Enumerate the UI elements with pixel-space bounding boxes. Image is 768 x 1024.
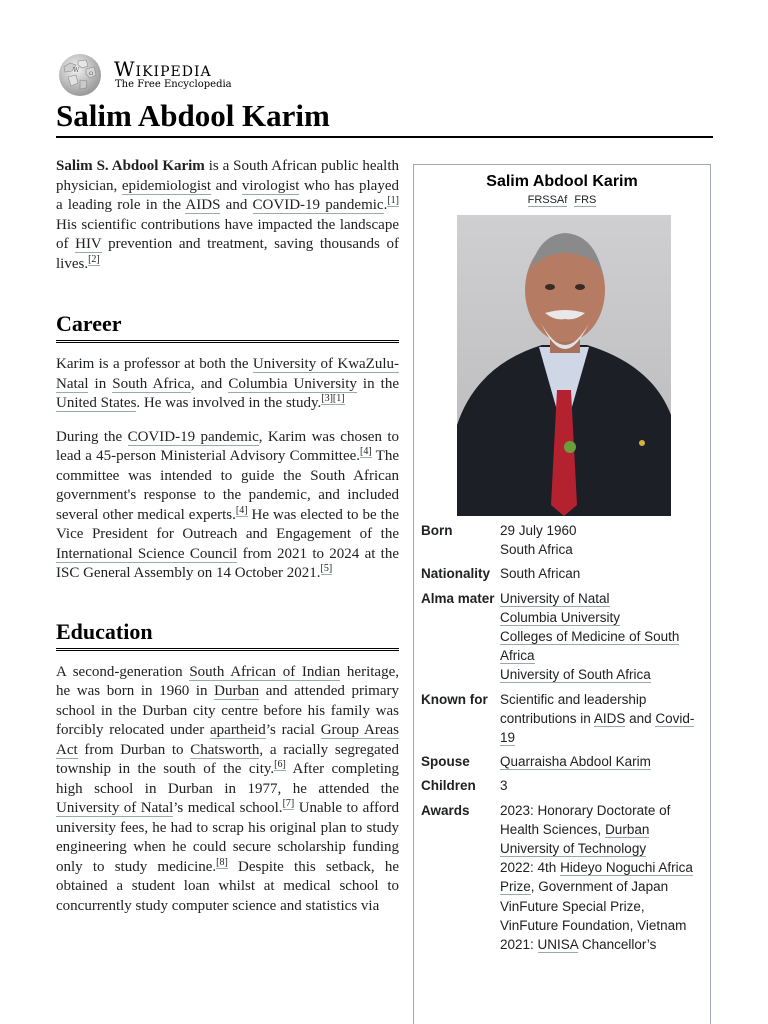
label-known-for: Known for <box>421 691 488 707</box>
portrait-photo[interactable] <box>457 215 671 516</box>
link-covid-pandemic[interactable]: COVID-19 pandemic <box>127 428 259 445</box>
link-university-of-natal[interactable]: University of Natal <box>500 590 610 606</box>
award-4 <box>500 935 706 954</box>
text: Chancellor’s <box>578 937 657 953</box>
link-aids[interactable]: AIDS <box>593 710 626 726</box>
link-hideyo-noguchi-prize[interactable]: Hideyo Noguchi Africa Prize <box>500 860 693 895</box>
ref-6[interactable]: [6] <box>274 759 286 770</box>
infobox-title: Salim Abdool Karim <box>486 173 638 190</box>
link-hiv[interactable]: HIV <box>75 236 102 252</box>
text: The committee was intended to guide the South African government's response to the pandemic, and included several other medical experts. <box>56 448 399 523</box>
value-born <box>500 521 706 559</box>
text: from 2021 to 2024 at the ISC General Assembly on 14 October 2021. <box>56 545 399 581</box>
text: ’s racial <box>265 722 321 738</box>
text: Scientific and leadership contributions in <box>500 691 647 726</box>
svg-text:W: W <box>73 67 80 74</box>
infobox-row-nationality <box>421 564 706 583</box>
ref-5[interactable]: [5] <box>320 563 333 574</box>
infobox-row-awards <box>421 801 706 955</box>
link-apartheid[interactable]: apartheid <box>210 722 266 738</box>
text: Unable to afford university fees, he had to scrap his original plan to study engineering when he could secure scholarship funding only to study medicine. <box>56 800 399 875</box>
site-tagline: The Free Encyclopedia <box>115 79 232 90</box>
label-awards: Awards <box>421 802 470 818</box>
ref-4[interactable]: [4] <box>235 504 248 516</box>
infobox-rows <box>421 521 706 959</box>
text: 2021: <box>500 937 538 953</box>
text: from Durban to <box>77 741 191 758</box>
ref-1[interactable]: [1] <box>332 393 345 404</box>
value-spouse <box>500 752 706 771</box>
link-united-states[interactable]: United States <box>56 395 137 411</box>
text: prevention and treatment, saving thousands of lives. <box>56 236 399 272</box>
heading-career: Career <box>56 310 399 343</box>
link-ukzn[interactable]: University of KwaZulu-Natal <box>56 356 400 392</box>
link-frs[interactable]: FRS <box>574 194 597 206</box>
text: A second-generation <box>56 663 190 680</box>
text: who has played a leading role in the <box>56 177 399 213</box>
lead-paragraph <box>56 157 399 274</box>
ref-4[interactable]: [4] <box>360 446 372 457</box>
infobox-row-born <box>421 521 706 559</box>
born-place: South Africa <box>500 542 573 558</box>
portrait-image <box>457 215 671 516</box>
text: 2022: 4th <box>500 860 561 876</box>
award-2 <box>500 858 706 896</box>
text: 2023: Honorary Doctorate of Health Sciences, <box>500 802 671 837</box>
link-columbia-university[interactable]: Columbia University <box>500 609 621 625</box>
article-body <box>56 157 399 930</box>
infobox-row-alma-mater <box>421 589 706 685</box>
ref-1[interactable]: [1] <box>387 195 399 206</box>
career-paragraph-1 <box>56 355 399 414</box>
text: , and <box>190 375 229 392</box>
heading-education: Education <box>56 618 399 651</box>
ref-2[interactable]: [2] <box>88 253 100 265</box>
ref-7[interactable]: [7] <box>282 798 295 809</box>
value-children: 3 <box>500 778 508 794</box>
link-frssaf[interactable]: FRSSAf <box>527 194 568 206</box>
link-south-africa[interactable]: South Africa <box>112 375 191 392</box>
link-group-areas-act[interactable]: Group Areas Act <box>56 722 399 758</box>
text: in <box>88 375 113 392</box>
text: Despite this setback, he obtained a student loan whilst at medical school to concurrently study computer science and statistics via <box>56 858 399 914</box>
text: He was elected to be the Vice President for Outreach and Engagement of the <box>56 506 399 542</box>
link-isc[interactable]: International Science Council <box>56 545 238 562</box>
value-nationality: South African <box>500 566 581 582</box>
infobox-row-known-for <box>421 690 706 748</box>
link-university-of-natal[interactable]: University of Natal <box>56 800 174 816</box>
award-3: VinFuture Special Prize, VinFuture Foundation, Vietnam <box>500 898 687 933</box>
ref-3[interactable]: [3] <box>321 393 333 404</box>
value-known-for <box>500 690 706 748</box>
ref-8[interactable]: [8] <box>216 856 228 868</box>
text: and <box>625 710 656 726</box>
wikipedia-globe-logo[interactable] <box>56 53 105 97</box>
link-epidemiologist[interactable]: epidemiologist <box>121 177 212 194</box>
label-spouse: Spouse <box>421 754 470 770</box>
text: heritage, he was born in 1960 in <box>56 663 399 699</box>
text: , a racially segregated township in the south of the city. <box>56 741 400 777</box>
link-virologist[interactable]: virologist <box>241 177 300 194</box>
award-1 <box>500 801 706 859</box>
text: and <box>211 177 242 194</box>
born-date: 29 July 1960 <box>500 523 577 538</box>
value-alma-mater <box>500 589 706 685</box>
svg-text:Ω: Ω <box>89 71 94 77</box>
link-covid-19[interactable]: Covid-19 <box>500 710 695 746</box>
text: ’s medical school. <box>173 800 283 816</box>
text: , Karim was chosen to lead a 45-person Ministerial Advisory Committee. <box>56 428 399 464</box>
value-awards <box>500 801 706 955</box>
text: . He was involved in the study. <box>136 395 322 411</box>
text: His scientific contributions have impacted the landscape of <box>56 216 399 252</box>
text: . <box>383 197 388 213</box>
link-south-african-indian[interactable]: South African of Indian <box>189 663 341 680</box>
infobox-postnominals <box>414 194 710 206</box>
page-title: Salim Abdool Karim <box>56 96 713 138</box>
text: in the <box>356 375 399 392</box>
text: , Government of Japan <box>530 879 669 895</box>
career-paragraph-2 <box>56 428 399 584</box>
link-chatsworth[interactable]: Chatsworth <box>190 741 260 758</box>
link-columbia-university[interactable]: Columbia University <box>228 375 357 392</box>
text: Karim is a professor at both the <box>56 356 253 372</box>
link-colleges-of-medicine[interactable]: Colleges of Medicine of South Africa <box>500 629 680 664</box>
link-durban[interactable]: Durban <box>214 683 260 699</box>
education-paragraph-1 <box>56 663 399 917</box>
link-durban-university-of-technology[interactable]: Durban University of Technology <box>500 821 650 857</box>
infobox <box>413 164 711 1024</box>
link-covid-pandemic[interactable]: COVID-19 pandemic <box>252 197 384 213</box>
site-wordmark[interactable]: Wikipedia <box>114 57 212 81</box>
link-spouse[interactable]: Quarraisha Abdool Karim <box>500 754 651 770</box>
text: After completing high school in Durban in 1977, he attended the <box>56 761 400 797</box>
text: and attended primary school in the Durban city centre before his family was forcibly relocated under <box>56 683 399 738</box>
link-aids[interactable]: AIDS <box>185 197 221 213</box>
label-alma-mater: Alma mater <box>421 590 495 606</box>
label-nationality: Nationality <box>421 566 491 582</box>
label-children: Children <box>421 778 476 794</box>
infobox-row-children <box>421 776 706 795</box>
link-university-of-south-africa[interactable]: University of South Africa <box>500 667 651 683</box>
infobox-row-spouse <box>421 752 706 771</box>
text: and <box>220 197 253 213</box>
label-born: Born <box>421 523 453 538</box>
text: is a South African public health physician, <box>56 158 400 194</box>
text: During the <box>56 428 128 445</box>
link-unisa[interactable]: UNISA <box>537 937 579 953</box>
lead-bold-name: Salim S. Abdool Karim <box>56 158 205 174</box>
